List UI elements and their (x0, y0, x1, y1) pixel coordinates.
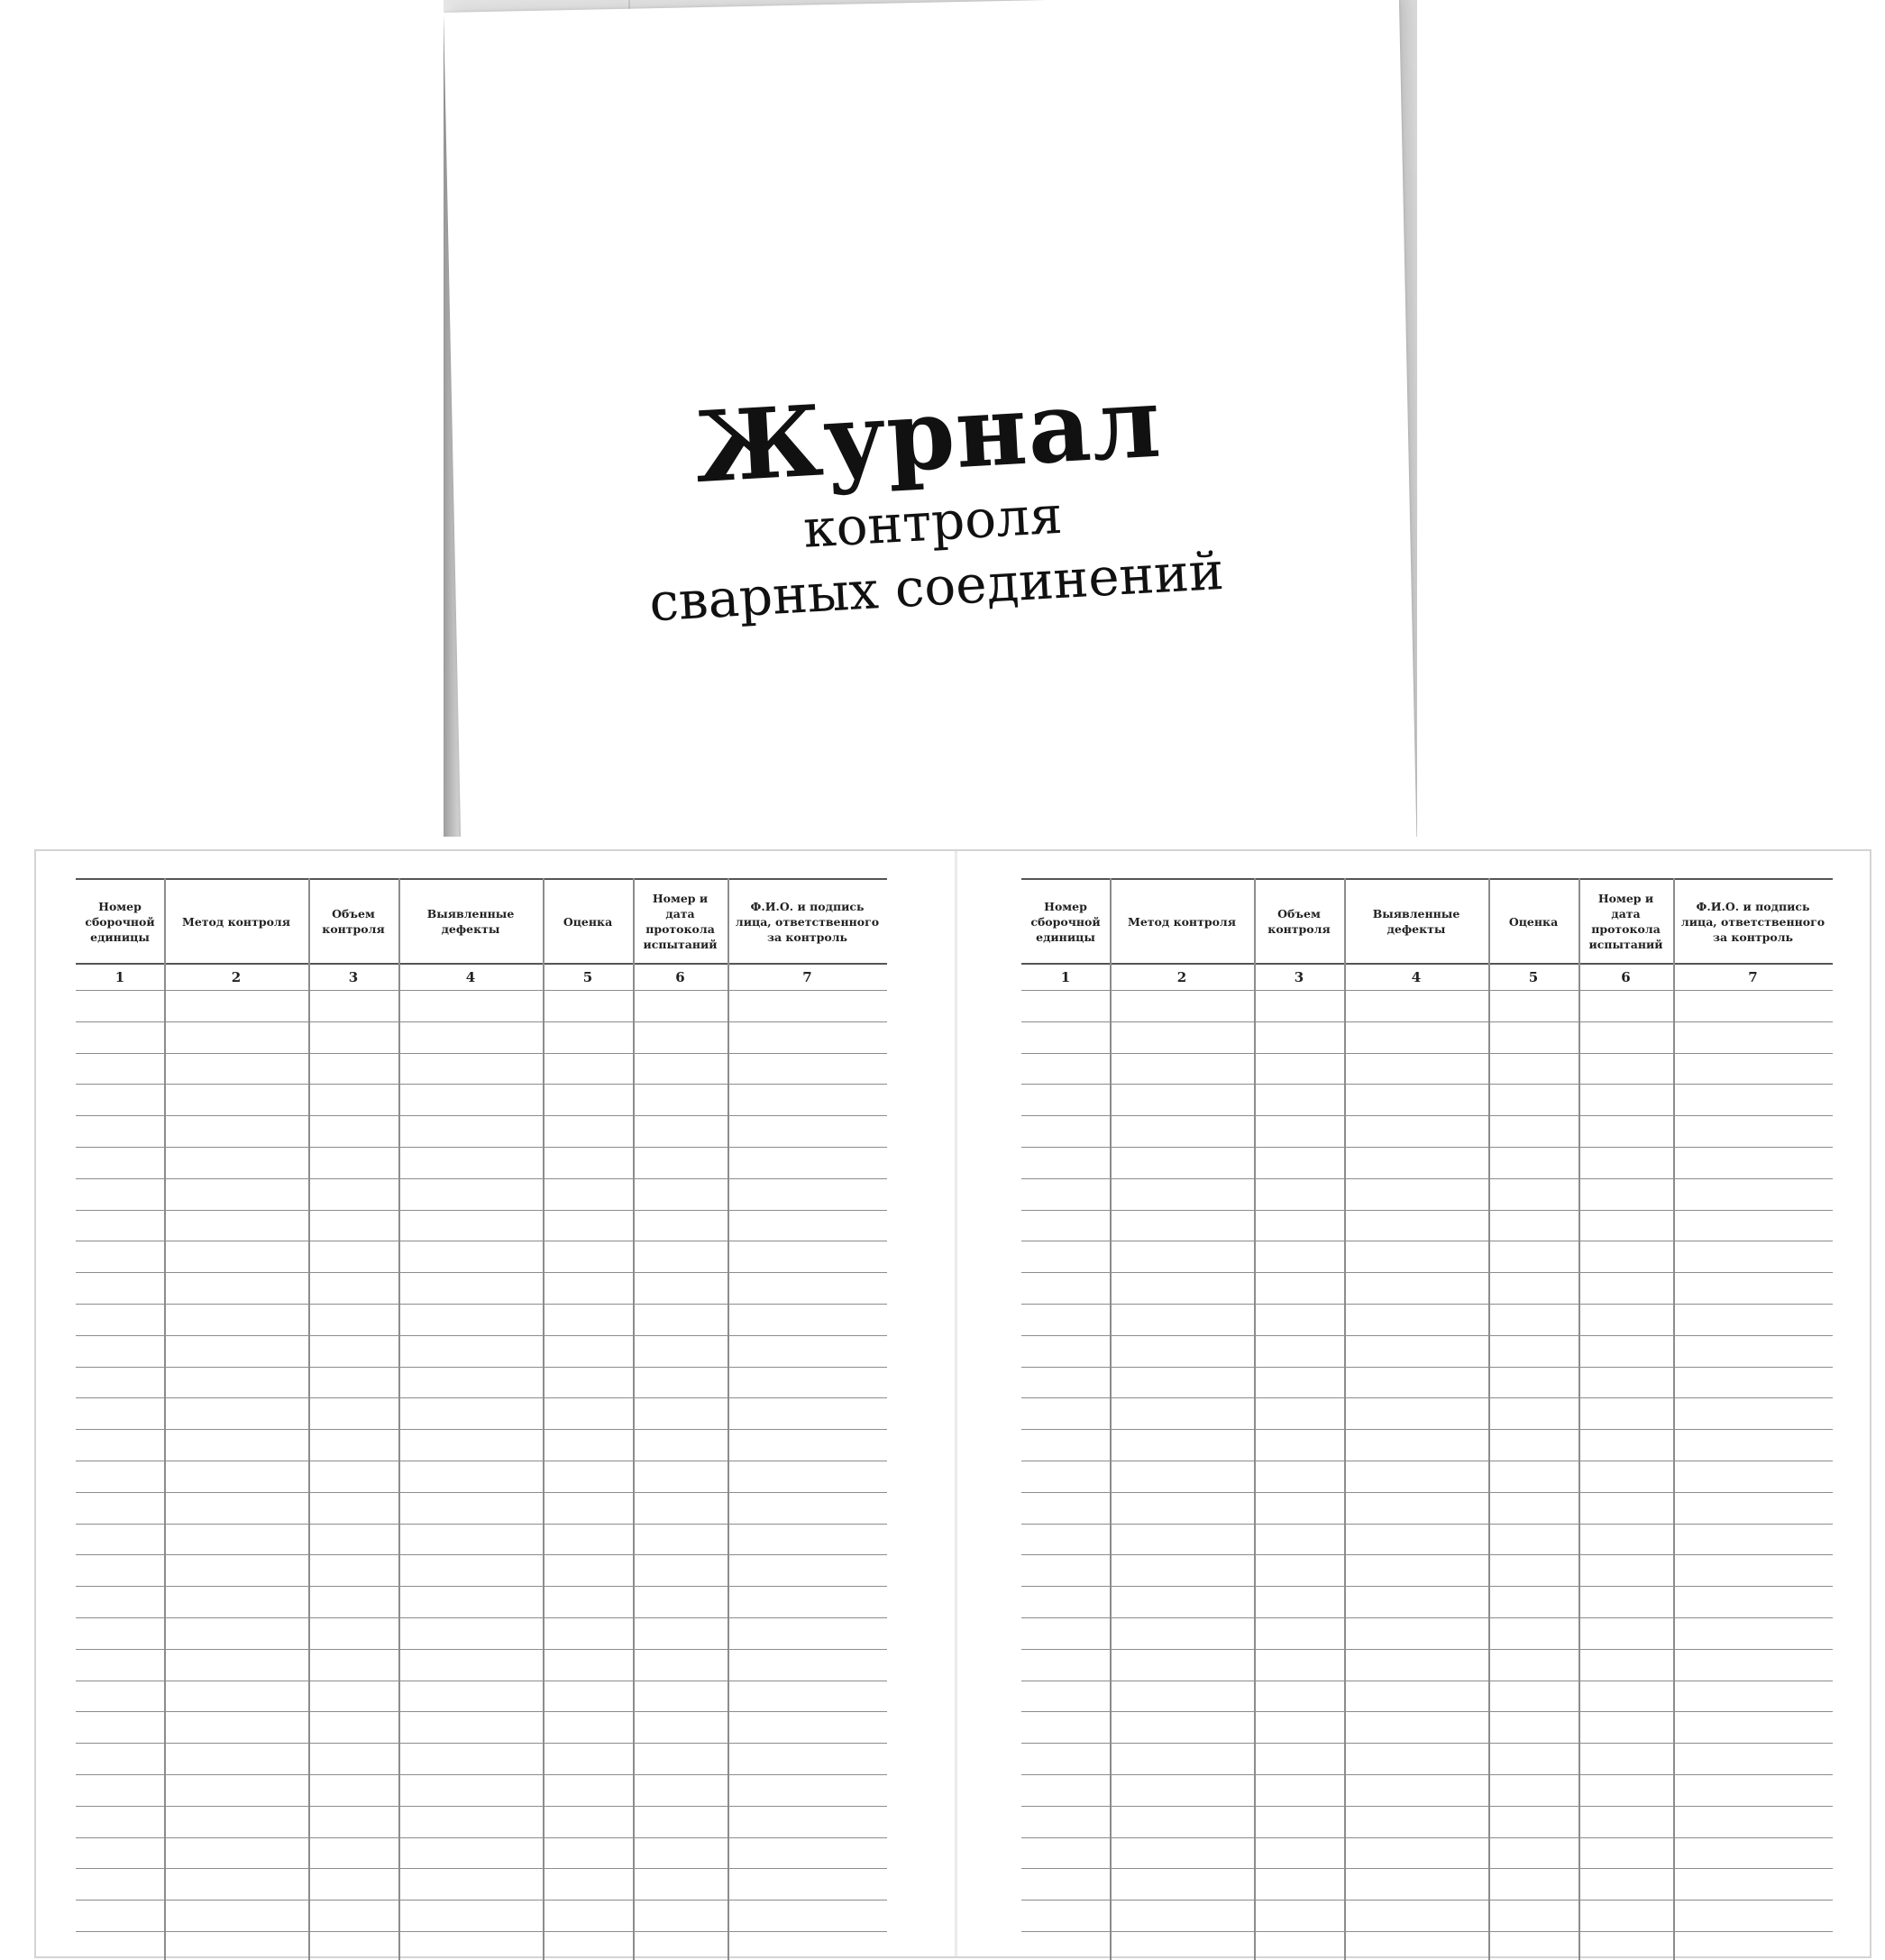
row-line (1021, 1053, 1833, 1054)
right-header-col-5: Оценка (1508, 914, 1559, 929)
column-divider (308, 878, 310, 1960)
row-line (1021, 1806, 1833, 1807)
column-divider (1344, 878, 1346, 1960)
row-line (1021, 990, 1833, 991)
right-header-col-4: Выявленные дефекты (1372, 907, 1460, 936)
row-line (1021, 1617, 1833, 1618)
left-header-col-5: Оценка (563, 914, 613, 929)
row-line (76, 1429, 887, 1430)
row-line (1021, 1084, 1833, 1085)
row-line (76, 1084, 887, 1085)
column-divider (543, 878, 544, 1960)
row-line (1021, 1649, 1833, 1650)
column-divider (1488, 878, 1490, 1960)
row-line (1021, 1367, 1833, 1368)
row-line (76, 1806, 887, 1807)
left-header-col-7: Ф.И.О. и подпись лица, ответственного за контроль (735, 899, 880, 944)
row-line (1021, 1147, 1833, 1148)
left-colnum-3: 3 (348, 969, 359, 985)
right-colnum-4: 4 (1411, 969, 1422, 985)
column-divider (1254, 878, 1256, 1960)
row-line (76, 1115, 887, 1116)
right-colnum-6: 6 (1621, 969, 1631, 985)
row-line (1021, 1210, 1833, 1211)
row-line (76, 1524, 887, 1525)
row-line (76, 1147, 887, 1148)
left-header-col-1: Номер сборочной единицы (85, 899, 155, 944)
column-divider (398, 878, 400, 1960)
left-header-col-3: Объем контроля (322, 907, 385, 936)
right-colnum-7: 7 (1748, 969, 1758, 985)
right-colnum-5: 5 (1528, 969, 1539, 985)
row-line (1021, 1868, 1833, 1869)
left-colnum-2: 2 (231, 969, 242, 985)
row-line (76, 1931, 887, 1932)
row-line (76, 1711, 887, 1712)
left-header-col-4: Выявленные дефекты (426, 907, 515, 936)
column-divider (164, 878, 166, 1960)
row-line (1021, 1178, 1833, 1179)
cover-title-block (448, 354, 1415, 646)
row-line (76, 1397, 887, 1398)
row-line (76, 1272, 887, 1273)
cover-sheet (444, 0, 1417, 837)
cover-subtitle-line-1: контроля (801, 483, 1065, 560)
column-divider (727, 878, 729, 1960)
right-colnum-3: 3 (1294, 969, 1304, 985)
row-line (1021, 1743, 1833, 1744)
right-colnum-2: 2 (1176, 969, 1187, 985)
row-line (1021, 1774, 1833, 1775)
column-divider (633, 878, 635, 1960)
spread-fold (955, 851, 957, 1956)
row-line (76, 1021, 887, 1022)
right-header-col-2: Метод контроля (1128, 914, 1236, 929)
row-line (1021, 1115, 1833, 1116)
cover-subtitle-line-2: сварных соединений (647, 539, 1226, 634)
journal-spread (34, 849, 1871, 1958)
column-divider (1578, 878, 1580, 1960)
right-header-col-6: Номер и дата протокола испытаний (1588, 892, 1663, 951)
right-page-table (1021, 878, 1833, 1960)
row-line (76, 1837, 887, 1838)
left-header-col-6: Номер и дата протокола испытаний (643, 892, 718, 951)
row-line (76, 1335, 887, 1336)
row-line (76, 1053, 887, 1054)
row-line (1021, 1586, 1833, 1587)
row-line (76, 1178, 887, 1179)
row-line (76, 1774, 887, 1775)
cover-title: Журнал (691, 365, 1165, 506)
row-line (76, 1367, 887, 1368)
left-colnum-6: 6 (675, 969, 685, 985)
row-line (76, 1649, 887, 1650)
row-line (1021, 1931, 1833, 1932)
row-line (76, 990, 887, 991)
right-header-col-3: Объем контроля (1267, 907, 1331, 936)
row-line (1021, 1524, 1833, 1525)
row-line (1021, 1554, 1833, 1555)
left-colnum-4: 4 (465, 969, 476, 985)
left-colnum-5: 5 (582, 969, 593, 985)
row-line (1021, 1021, 1833, 1022)
left-colnum-1: 1 (114, 969, 125, 985)
right-header-col-7: Ф.И.О. и подпись лица, ответственного за контроль (1680, 899, 1826, 944)
right-header-col-1: Номер сборочной единицы (1030, 899, 1101, 944)
right-colnum-1: 1 (1060, 969, 1071, 985)
row-line (1021, 1335, 1833, 1336)
row-line (76, 1554, 887, 1555)
row-line (76, 1492, 887, 1493)
left-page-table (76, 878, 887, 1960)
row-line (1021, 1304, 1833, 1305)
row-line (76, 1743, 887, 1744)
row-line (1021, 1837, 1833, 1838)
row-line (76, 1868, 887, 1869)
row-line (76, 1586, 887, 1587)
left-colnum-7: 7 (802, 969, 812, 985)
cover-photo (444, 0, 1417, 837)
row-line (1021, 1711, 1833, 1712)
row-line (1021, 1492, 1833, 1493)
left-header-col-2: Метод контроля (182, 914, 290, 929)
row-line (76, 1617, 887, 1618)
row-line (76, 1304, 887, 1305)
row-line (1021, 1272, 1833, 1273)
row-line (1021, 1429, 1833, 1430)
row-line (1021, 1397, 1833, 1398)
column-divider (1110, 878, 1112, 1960)
row-line (76, 1210, 887, 1211)
column-divider (1673, 878, 1675, 1960)
